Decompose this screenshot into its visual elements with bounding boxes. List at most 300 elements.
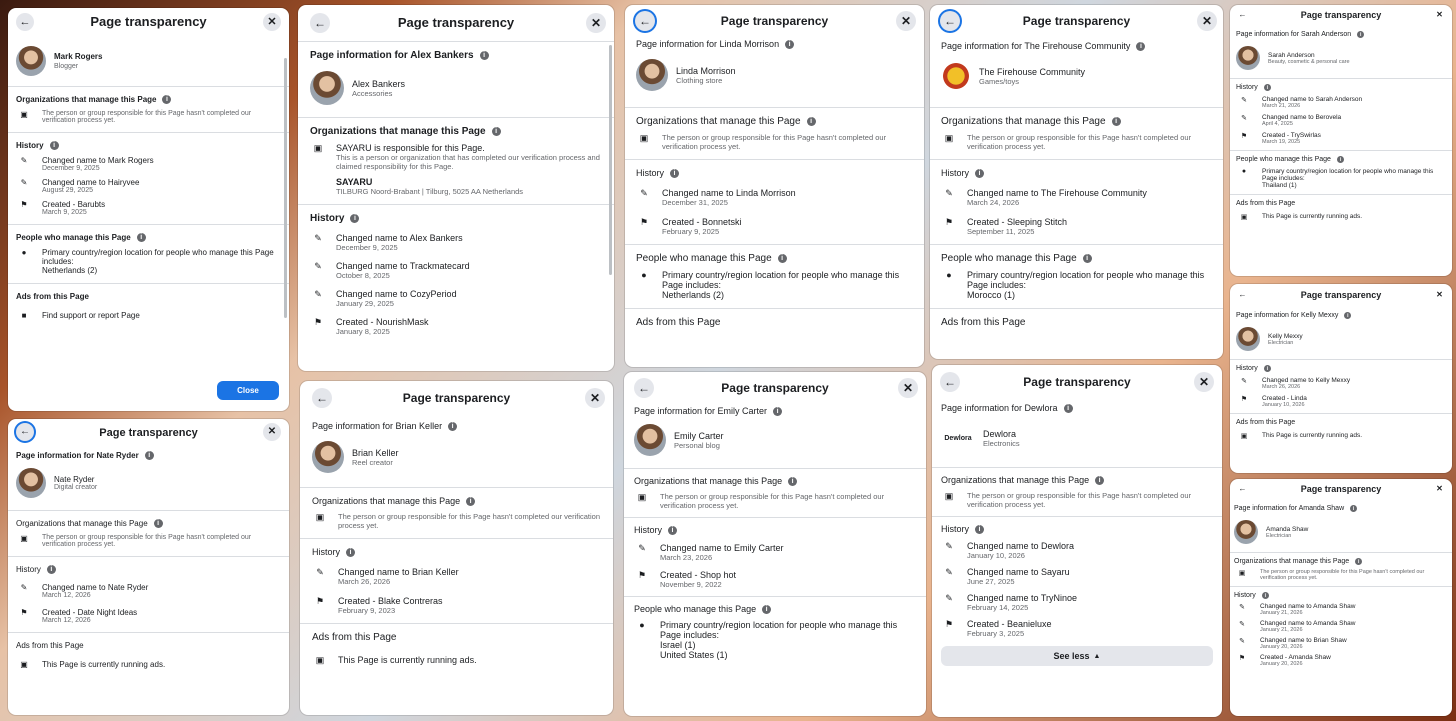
page-title: Page transparency — [1023, 375, 1131, 389]
info-icon[interactable]: i — [778, 254, 787, 263]
page-info-section — [624, 404, 926, 468]
close-button[interactable]: ✕ — [585, 388, 605, 408]
history-text: Created - Bonnetski — [662, 217, 742, 227]
unverified-text: The person or group responsible for this Page hasn't completed our verification process yet. — [42, 110, 252, 124]
edit-icon: ✎ — [1241, 97, 1247, 104]
ads-heading: Ads from this Page — [636, 317, 721, 328]
panel-mark-rogers — [8, 8, 289, 411]
back-button[interactable]: ← — [310, 13, 330, 33]
history-item — [1236, 395, 1446, 408]
edit-icon: ✎ — [314, 261, 322, 271]
ads-heading: Ads from this Page — [1236, 200, 1296, 207]
history-text: Changed name to Sayaru — [967, 567, 1070, 577]
flag-icon: ⚑ — [639, 217, 649, 227]
history-item — [634, 543, 916, 562]
history-text: Changed name to CozyPeriod — [336, 289, 457, 299]
info-icon[interactable]: i — [350, 214, 359, 223]
history-text: Created - Date Night Ideas — [42, 608, 138, 617]
ads-heading: Ads from this Page — [16, 292, 89, 301]
info-icon[interactable]: i — [480, 51, 489, 60]
info-icon[interactable]: i — [47, 565, 56, 574]
back-button[interactable]: ← — [635, 11, 655, 31]
page-info-section — [300, 415, 613, 487]
history-section — [624, 517, 926, 596]
history-heading-label: History — [16, 141, 44, 150]
region-label: Primary country/region location for people who manage this Page includes: — [660, 620, 898, 640]
running-ads-text: This Page is currently running ads. — [42, 660, 166, 669]
close-button[interactable]: ✕ — [1436, 483, 1443, 493]
history-section — [625, 159, 924, 244]
ads-heading: Ads from this Page — [312, 632, 397, 643]
history-item — [941, 567, 1213, 586]
history-item — [310, 233, 602, 252]
close-button[interactable]: ✕ — [896, 11, 916, 31]
region-label: Primary country/region location for people who manage this Page includes: — [662, 270, 900, 290]
people-section — [930, 244, 1223, 308]
info-icon[interactable]: i — [1136, 42, 1145, 51]
history-item — [312, 567, 601, 586]
flag-icon: ⚑ — [944, 619, 954, 629]
history-text: Changed name to Berovela — [1262, 114, 1342, 121]
back-button[interactable]: ← — [940, 372, 960, 392]
running-ads-text: This Page is currently running ads. — [338, 655, 477, 665]
edit-icon: ✎ — [945, 541, 953, 551]
org-name: SAYARU — [336, 177, 373, 187]
history-date: December 9, 2025 — [42, 165, 100, 172]
history-item — [16, 156, 281, 172]
profile-name: Brian Keller — [352, 447, 399, 458]
flag-icon: ⚑ — [1238, 655, 1246, 662]
people-heading-label: People who manage this Page — [941, 253, 1077, 264]
page-info-heading — [16, 451, 281, 460]
page-info-heading — [1234, 505, 1448, 512]
region-label: Primary country/region location for people who manage this Page includes: — [967, 270, 1205, 290]
people-section — [1230, 150, 1452, 194]
history-text: Changed name to Emily Carter — [660, 543, 784, 553]
panel-kelly-mexxy — [1230, 284, 1452, 473]
panel-header — [932, 365, 1222, 399]
history-date: April 4, 2025 — [1262, 121, 1293, 127]
info-icon[interactable]: i — [1350, 505, 1357, 512]
info-icon[interactable]: i — [807, 117, 816, 126]
back-button[interactable]: ← — [16, 13, 34, 31]
back-button[interactable]: ← — [1238, 289, 1247, 299]
history-text: Changed name to Brian Shaw — [1260, 637, 1347, 644]
history-date: March 23, 2026 — [660, 553, 713, 562]
avatar — [16, 468, 46, 498]
page-info-heading-label: Page information for Alex Bankers — [310, 50, 474, 61]
profile-category: Electrician — [1266, 532, 1292, 539]
scrollbar[interactable] — [284, 58, 287, 318]
profile-name: The Firehouse Community — [979, 66, 1086, 77]
history-section — [1230, 586, 1452, 672]
history-date: February 9, 2023 — [338, 606, 396, 615]
info-icon[interactable]: i — [466, 497, 475, 506]
info-icon[interactable]: i — [50, 141, 59, 150]
briefcase-icon: ▣ — [944, 133, 954, 143]
history-item — [1234, 603, 1448, 616]
page-info-heading-label: Page information for Emily Carter — [634, 406, 768, 416]
edit-icon: ✎ — [1241, 115, 1247, 122]
panel-sarah-anderson — [1230, 5, 1452, 276]
history-section — [298, 204, 614, 344]
region-row — [634, 620, 916, 660]
history-text: Created - Barubts — [42, 200, 106, 209]
profile — [16, 460, 281, 506]
history-date: March 24, 2026 — [967, 198, 1020, 207]
back-button[interactable]: ← — [634, 378, 654, 398]
close-button[interactable]: ✕ — [1197, 11, 1217, 31]
page-info-heading — [312, 421, 601, 431]
history-date: December 9, 2025 — [336, 243, 398, 252]
close-button[interactable]: ✕ — [1194, 372, 1214, 392]
back-button[interactable]: ← — [940, 11, 960, 31]
orgs-section — [8, 86, 289, 132]
history-text: Changed name to Amanda Shaw — [1260, 620, 1356, 627]
info-icon[interactable]: i — [1264, 84, 1271, 91]
location-pin-icon: ● — [641, 270, 647, 280]
profile — [1236, 38, 1446, 74]
info-icon[interactable]: i — [162, 95, 171, 104]
page-info-heading-label: Page information for The Firehouse Community — [941, 41, 1131, 51]
profile — [8, 36, 289, 86]
avatar — [310, 71, 344, 105]
history-item — [312, 596, 601, 615]
orgs-section — [300, 487, 613, 538]
info-icon[interactable]: i — [1262, 592, 1269, 599]
briefcase-icon: ▣ — [315, 512, 325, 522]
page-info-heading — [1236, 31, 1446, 38]
edit-icon: ✎ — [20, 156, 28, 165]
avatar — [1236, 46, 1260, 70]
avatar — [941, 61, 971, 91]
people-section — [625, 244, 924, 308]
info-icon[interactable]: i — [773, 407, 782, 416]
close-dialog-button[interactable]: Close — [217, 381, 279, 400]
orgs-heading-label: Organizations that manage this Page — [310, 126, 486, 137]
briefcase-icon: ▣ — [944, 491, 954, 501]
info-icon[interactable]: i — [1355, 558, 1362, 565]
page-title: Page transparency — [1300, 484, 1382, 494]
profile-name: Dewlora — [983, 428, 1017, 439]
history-section — [1230, 78, 1452, 150]
edit-icon: ✎ — [945, 567, 953, 577]
edit-icon: ✎ — [314, 233, 322, 243]
flag-icon: ⚑ — [1240, 133, 1248, 140]
info-icon[interactable]: i — [1095, 476, 1104, 485]
history-date: January 10, 2026 — [967, 551, 1025, 560]
edit-icon: ✎ — [316, 567, 324, 577]
profile-name: Linda Morrison — [676, 65, 736, 76]
page-info-heading-label: Page information for Brian Keller — [312, 421, 443, 431]
history-text: Changed name to The Firehouse Community — [967, 188, 1147, 198]
history-text: Changed name to TryNinoe — [967, 593, 1078, 603]
history-text: Changed name to Dewlora — [967, 541, 1075, 551]
see-less-label: See less — [1053, 651, 1090, 661]
info-icon[interactable]: i — [1083, 254, 1092, 263]
avatar — [1234, 520, 1258, 544]
history-item — [941, 593, 1213, 612]
panel-header — [624, 372, 926, 404]
history-date: January 10, 2026 — [1262, 402, 1305, 408]
history-date: January 21, 2026 — [1260, 610, 1303, 616]
page-info-heading — [941, 403, 1213, 413]
back-button[interactable]: ← — [312, 388, 332, 408]
find-support-link[interactable] — [16, 311, 281, 320]
unverified-text: The person or group responsible for this Page hasn't completed our verification process yet. — [1260, 569, 1425, 581]
orgs-heading-label: Organizations that manage this Page — [636, 116, 801, 127]
edit-icon: ✎ — [1239, 604, 1245, 611]
orgs-heading-label: Organizations that manage this Page — [941, 116, 1106, 127]
history-heading — [312, 547, 601, 557]
history-heading-label: History — [941, 168, 970, 178]
info-icon[interactable]: i — [1064, 404, 1073, 413]
info-icon[interactable]: i — [1337, 156, 1344, 163]
people-heading-label: People who manage this Page — [634, 604, 757, 614]
info-icon[interactable]: i — [448, 422, 457, 431]
info-icon[interactable]: i — [145, 451, 154, 460]
history-heading-label: History — [310, 213, 345, 224]
back-button[interactable]: ← — [16, 423, 34, 441]
page-title: Page transparency — [1022, 14, 1131, 28]
history-date: January 21, 2026 — [1260, 627, 1303, 633]
history-section — [300, 538, 613, 623]
info-icon[interactable]: i — [1344, 312, 1351, 319]
org-address: TILBURG Noord-Brabant | Tilburg, 5025 AA Netherlands — [336, 187, 524, 196]
info-icon[interactable]: i — [1357, 31, 1364, 38]
brand-logo: Dewlora — [941, 423, 975, 453]
history-item — [1234, 620, 1448, 633]
history-section — [932, 516, 1222, 673]
edit-icon: ✎ — [945, 593, 953, 603]
unverified-text: The person or group responsible for this Page hasn't completed our verification process yet. — [42, 534, 252, 548]
history-text: Created - Blake Contreras — [338, 596, 443, 606]
profile-category: Personal blog — [674, 440, 720, 450]
flag-icon: ⚑ — [637, 570, 647, 580]
history-text: Changed name to Mark Rogers — [42, 156, 154, 165]
history-date: March 26, 2026 — [1262, 384, 1301, 390]
history-item — [1236, 132, 1446, 145]
page-info-heading — [310, 50, 602, 61]
orgs-heading-label: Organizations that manage this Page — [16, 95, 157, 104]
orgs-heading-label: Organizations that manage this Page — [312, 496, 461, 506]
history-text: Changed name to Kelly Mexxy — [1262, 377, 1351, 384]
history-heading — [16, 141, 281, 150]
orgs-heading — [1234, 558, 1448, 565]
history-date: March 12, 2026 — [42, 592, 91, 599]
page-title: Page transparency — [720, 14, 829, 28]
history-item — [16, 178, 281, 194]
region-row — [941, 270, 1212, 300]
close-button[interactable]: ✕ — [263, 13, 281, 31]
close-button[interactable]: ✕ — [898, 378, 918, 398]
scrollbar[interactable] — [609, 45, 612, 275]
panel-amanda-shaw — [1230, 479, 1452, 716]
profile-name: Emily Carter — [674, 430, 724, 441]
responsible-text: SAYARU is responsible for this Page. — [336, 143, 485, 153]
back-button[interactable]: ← — [1238, 483, 1247, 493]
history-text: Changed name to Hairyvee — [42, 178, 140, 187]
ads-row — [16, 660, 281, 669]
history-heading — [1234, 592, 1448, 599]
close-button[interactable]: ✕ — [1436, 289, 1443, 299]
page-info-heading-label: Page information for Dewlora — [941, 403, 1058, 413]
chevron-up-icon: ▲ — [1093, 652, 1101, 660]
info-icon[interactable]: i — [785, 40, 794, 49]
info-icon[interactable]: i — [1112, 117, 1121, 126]
region-value: Israel (1) — [660, 640, 696, 650]
page-info-heading-label: Page information for Sarah Anderson — [1236, 31, 1352, 38]
running-ads-text: This Page is currently running ads. — [1262, 432, 1363, 439]
page-title: Page transparency — [402, 391, 511, 405]
history-date: January 29, 2025 — [336, 299, 394, 308]
info-icon[interactable]: i — [975, 525, 984, 534]
history-date: March 9, 2025 — [42, 209, 87, 216]
history-heading-label: History — [636, 168, 665, 178]
region-value: Netherlands (2) — [662, 290, 725, 300]
history-date: October 8, 2025 — [336, 271, 390, 280]
orgs-section — [932, 467, 1222, 516]
flag-icon: ⚑ — [1240, 396, 1248, 403]
avatar — [1236, 327, 1260, 351]
panel-brian-keller — [300, 381, 613, 715]
info-icon[interactable]: i — [668, 526, 677, 535]
ads-heading: Ads from this Page — [1236, 419, 1296, 426]
avatar — [312, 441, 344, 473]
find-support-label: Find support or report Page — [42, 311, 140, 320]
ad-icon: ▣ — [1240, 214, 1248, 221]
page-title: Page transparency — [1300, 290, 1382, 300]
info-icon[interactable]: i — [137, 233, 146, 242]
history-item — [941, 619, 1213, 638]
history-text: Created - NourishMask — [336, 317, 429, 327]
edit-icon: ✎ — [1241, 378, 1247, 385]
edit-icon: ✎ — [640, 188, 648, 198]
history-text: Changed name to Brian Keller — [338, 567, 459, 577]
history-item — [941, 188, 1212, 207]
people-heading — [636, 253, 913, 264]
history-text: Created - Shop hot — [660, 570, 737, 580]
history-heading — [634, 525, 916, 535]
page-title: Page transparency — [1300, 10, 1382, 20]
profile-category: Games/toys — [979, 76, 1020, 86]
profile — [636, 49, 913, 101]
history-heading — [16, 565, 281, 574]
info-icon[interactable]: i — [1264, 365, 1271, 372]
info-icon[interactable]: i — [788, 477, 797, 486]
history-heading-label: History — [1234, 592, 1256, 599]
orgs-row — [1234, 569, 1448, 581]
history-section — [8, 132, 289, 224]
orgs-row — [16, 110, 281, 124]
page-info-section — [298, 41, 614, 117]
info-icon[interactable]: i — [670, 169, 679, 178]
panel-emily-carter — [624, 372, 926, 716]
history-item — [636, 188, 913, 207]
history-item — [634, 570, 916, 589]
location-pin-icon: ● — [1241, 168, 1247, 175]
ads-section — [1230, 194, 1452, 226]
info-icon[interactable]: i — [346, 548, 355, 557]
history-heading — [636, 168, 913, 178]
panel-header — [930, 5, 1223, 37]
profile-name: Amanda Shaw — [1266, 525, 1309, 533]
info-icon[interactable]: i — [154, 519, 163, 528]
back-button[interactable]: ← — [1238, 9, 1247, 19]
location-pin-icon: ● — [946, 270, 952, 280]
briefcase-icon: ▣ — [1238, 570, 1246, 577]
panel-firehouse-community — [930, 5, 1223, 359]
page-info-section — [625, 37, 924, 107]
orgs-row — [310, 143, 602, 196]
page-info-heading — [634, 406, 916, 416]
page-info-section — [1230, 306, 1452, 359]
history-heading-label: History — [941, 524, 970, 534]
history-date: March 21, 2026 — [1262, 103, 1301, 109]
panel-header — [625, 5, 924, 37]
orgs-row — [312, 512, 601, 530]
orgs-heading-label: Organizations that manage this Page — [941, 475, 1090, 485]
see-less-button[interactable] — [941, 646, 1213, 666]
profile-category: Reel creator — [352, 457, 393, 467]
close-button[interactable]: ✕ — [1436, 9, 1443, 19]
edit-icon: ✎ — [314, 289, 322, 299]
history-heading — [310, 213, 602, 224]
close-button[interactable]: ✕ — [586, 13, 606, 33]
info-icon[interactable]: i — [975, 169, 984, 178]
history-date: February 9, 2025 — [662, 227, 720, 236]
region-value: Thailand (1) — [1262, 182, 1297, 189]
orgs-heading-label: Organizations that manage this Page — [16, 519, 148, 528]
profile-name: Nate Ryder — [54, 475, 95, 484]
region-label: Primary country/region location for people who manage this Page includes: — [42, 248, 274, 266]
history-item — [16, 200, 281, 216]
edit-icon: ✎ — [20, 583, 28, 592]
profile-category: Beauty, cosmetic & personal care — [1268, 58, 1350, 65]
info-icon[interactable]: i — [762, 605, 771, 614]
orgs-row — [941, 133, 1212, 151]
profile — [634, 416, 916, 464]
history-date: August 29, 2025 — [42, 187, 93, 194]
ads-section — [8, 283, 289, 328]
info-icon[interactable]: i — [492, 127, 501, 136]
history-text: Created - Beanieluxe — [967, 619, 1052, 629]
people-heading-label: People who manage this Page — [636, 253, 772, 264]
location-pin-icon: ● — [21, 248, 27, 257]
history-date: September 11, 2025 — [967, 227, 1035, 236]
history-heading — [1236, 84, 1446, 91]
history-item — [1236, 96, 1446, 109]
profile — [941, 413, 1213, 463]
page-info-heading-label: Page information for Amanda Shaw — [1234, 505, 1345, 512]
ad-icon: ▣ — [1240, 433, 1248, 440]
history-section — [930, 159, 1223, 244]
briefcase-icon: ▣ — [637, 492, 647, 502]
edit-icon: ✎ — [945, 188, 953, 198]
avatar — [634, 424, 666, 456]
close-button[interactable]: ✕ — [263, 423, 281, 441]
orgs-row — [16, 534, 281, 548]
orgs-heading — [16, 95, 281, 104]
history-item — [1236, 377, 1446, 390]
orgs-heading-label: Organizations that manage this Page — [1234, 558, 1350, 565]
edit-icon: ✎ — [638, 543, 646, 553]
history-date: February 14, 2025 — [967, 603, 1029, 612]
orgs-heading — [310, 126, 602, 137]
history-heading-label: History — [312, 547, 341, 557]
orgs-section — [8, 510, 289, 556]
history-text: Changed name to Amanda Shaw — [1260, 603, 1356, 610]
